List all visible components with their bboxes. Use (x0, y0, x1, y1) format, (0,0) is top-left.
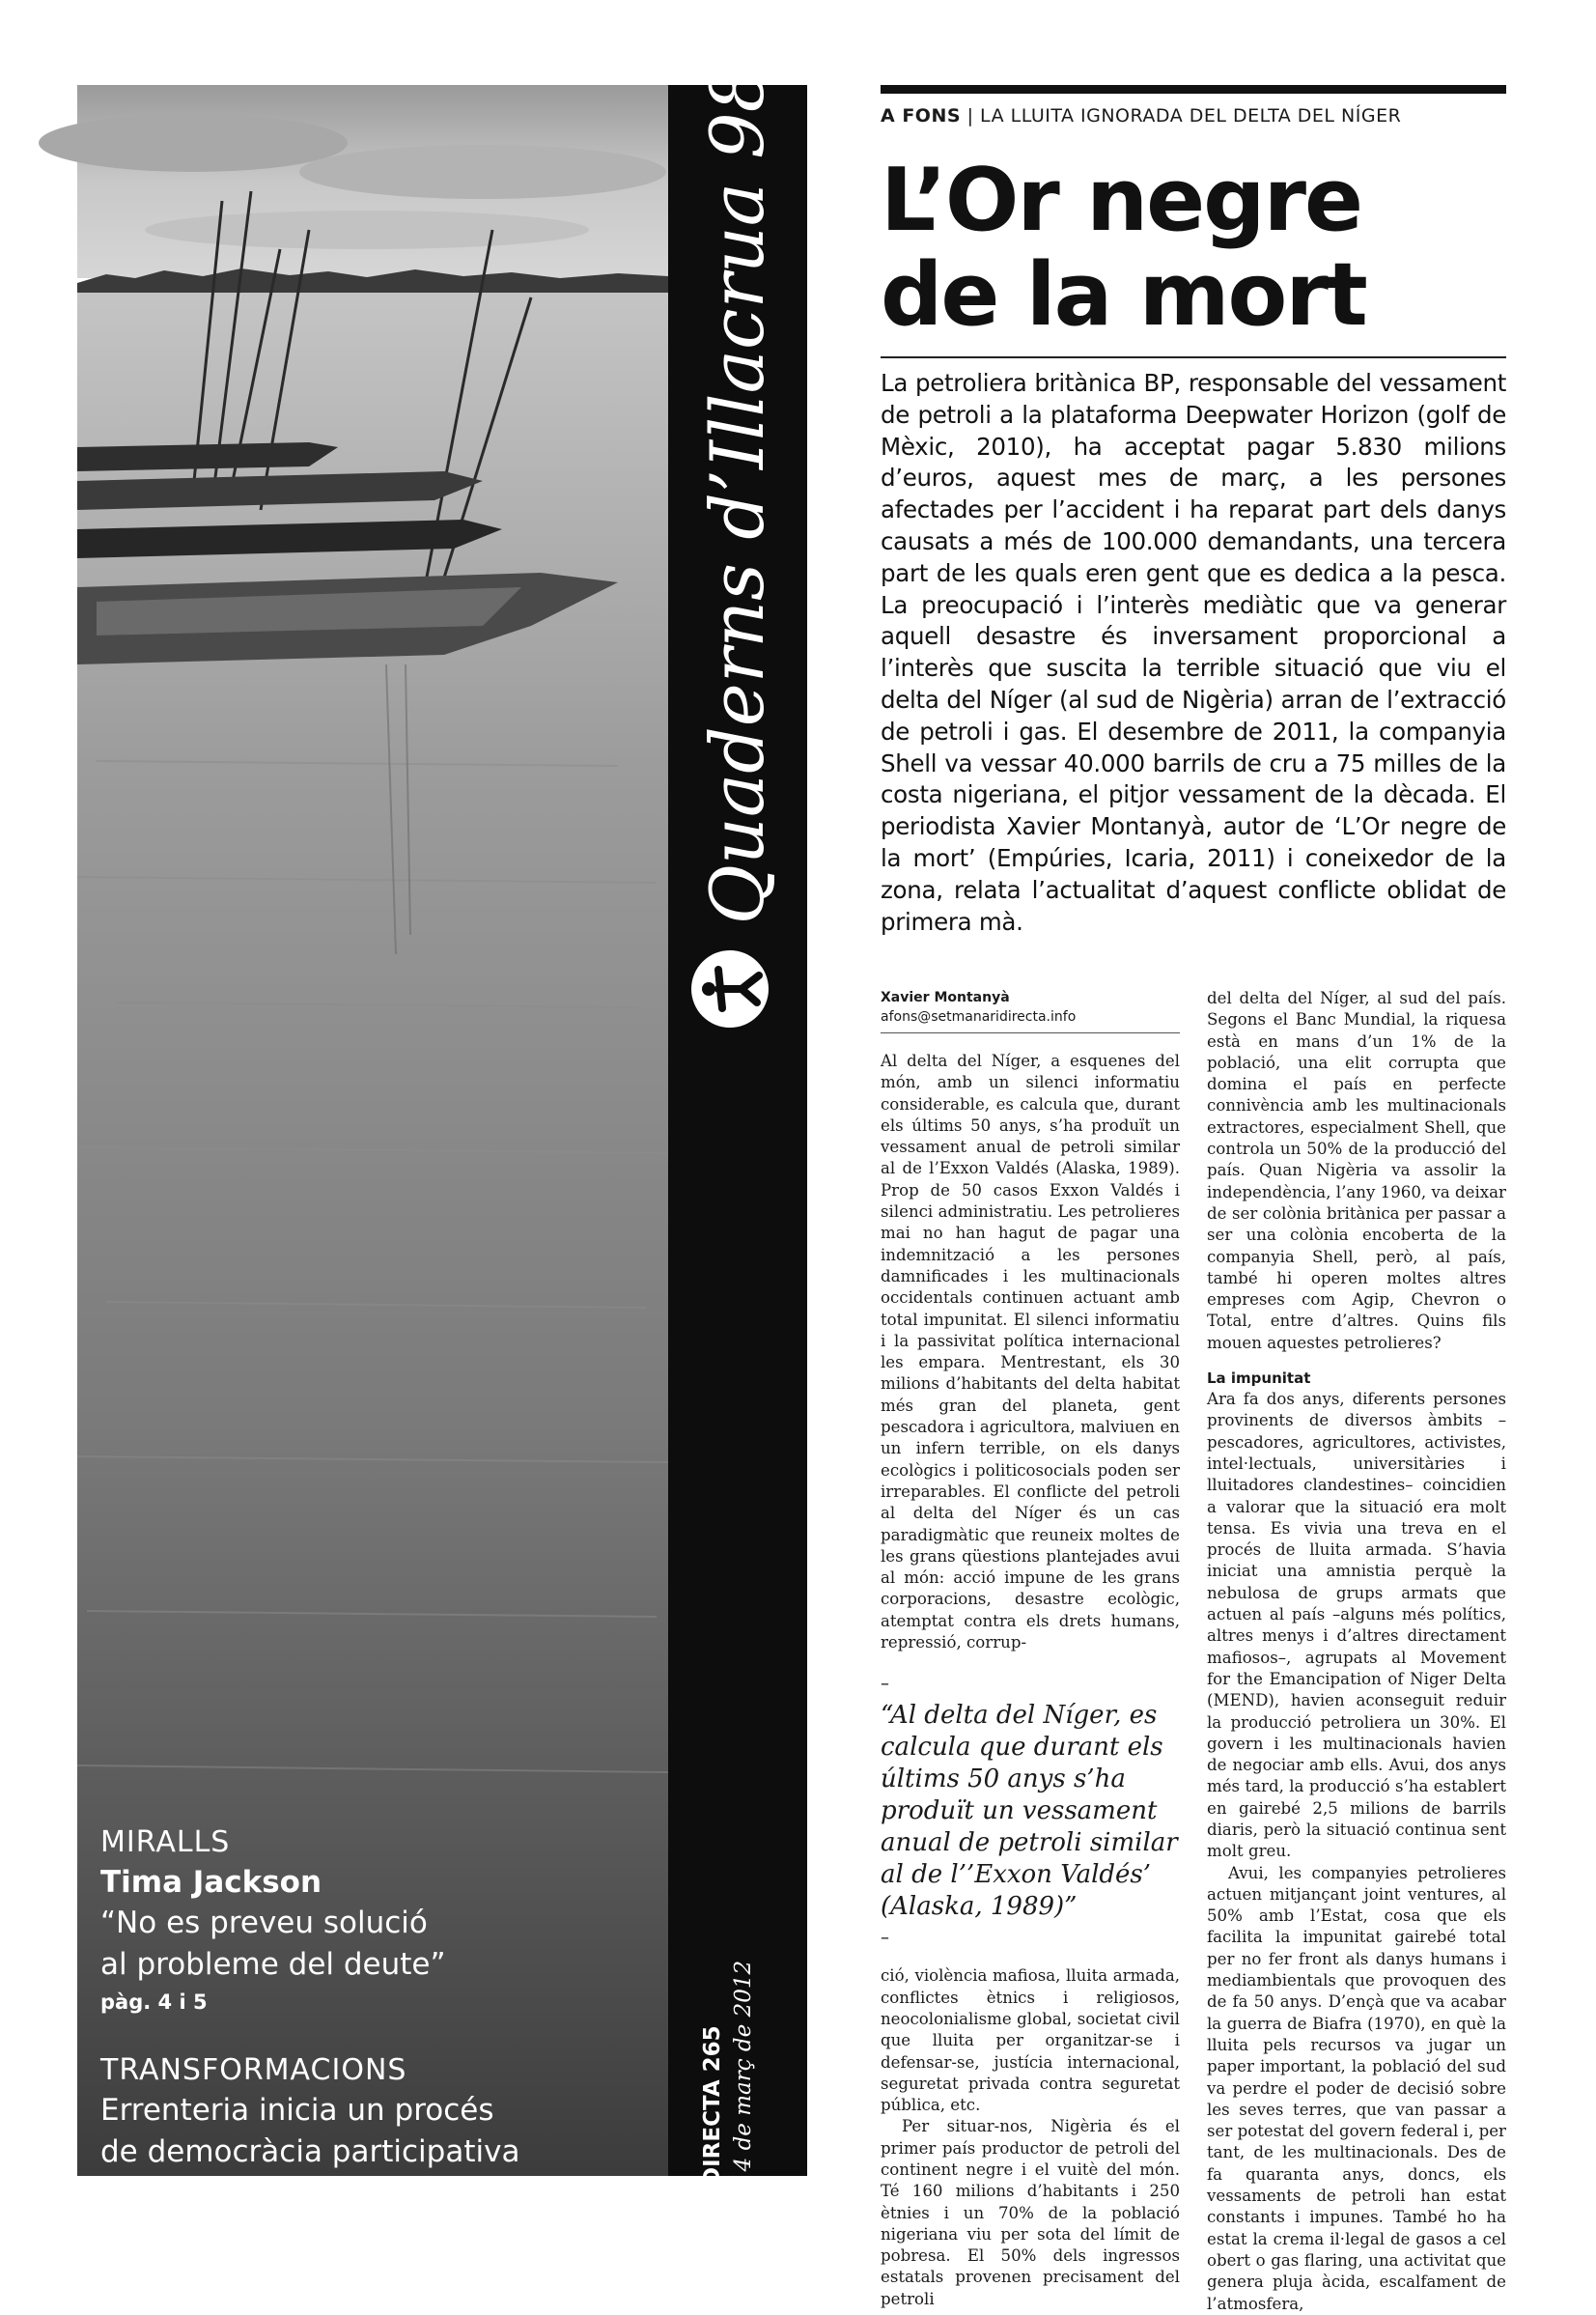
body-column-left (881, 988, 1180, 2310)
body-paragraph: Per situar-nos, Nigèria és el primer país productor de petroli del continent negre i el vuitè del món. Té 160 milions d’habitants i 250 ètnies i un 70% de la població nigeriana viu per sota del límit de pobresa. El 50% dels ingressos estatals provenen precisament del petroli (881, 2117, 1180, 2308)
issue-number: DIRECTA 265 (700, 2025, 725, 2186)
masthead-title: Quaderns d’Illacrua (694, 182, 780, 925)
masthead (685, 66, 791, 1031)
pull-quote-text: “Al delta del Níger, es calcula que durant els últims 50 anys s’ha produït un vessament anual de petroli similar al de l’’Exxon Valdés’ (Alaska, 1989)” (881, 1701, 1178, 1922)
kicker-section: A FONS (881, 105, 962, 127)
teasers (100, 1823, 641, 2206)
headline-line: L’Or negre (881, 150, 1362, 251)
illacrua-logo-icon (689, 948, 798, 1030)
transformacions-section-label: TRANSFORMACIONS (100, 2053, 407, 2087)
miralls-person-name: Tima Jackson (100, 1865, 322, 1900)
miralls-section-label: MIRALLS (100, 1825, 231, 1859)
byline (881, 988, 1180, 1027)
kicker-title: LA LLUITA IGNORADA DEL DELTA DEL NÍGER (980, 105, 1402, 127)
top-rule (881, 85, 1506, 94)
headline-line: de la mort (881, 244, 1366, 346)
miralls-quote-line: “No es preveu solució (100, 1906, 428, 1940)
headline-rule (881, 356, 1506, 358)
masthead-number: 98 (694, 66, 780, 159)
author-name: Xavier Montanyà (881, 990, 1010, 1005)
pull-quote-dash: – (881, 1674, 889, 1695)
miralls-quote-line: al probleme del deute” (100, 1947, 446, 1982)
kicker-separator: | (966, 105, 981, 127)
article-header (881, 85, 1506, 938)
author-email[interactable]: afons@setmanaridirecta.info (881, 1009, 1077, 1025)
masthead-band (668, 66, 807, 2186)
issue-info (697, 1961, 759, 2186)
cover-photo (77, 85, 668, 2201)
body-paragraph: del delta del Níger, al sud del país. Segons el Banc Mundial, la riquesa està en mans d’un 1% de la població, una elit corrupta que domina el país en perfecte connivència amb les multinacionals extractores, especialment Shell, que controla un 50% de la producció del país. Quan Nigèria va assolir la independència, l’any 1960, va deixar de ser colònia britànica per passar a ser una colònia encoberta de la companyia Shell, però, al país, també hi operen moltes altres empreses com Agip, Chevron o Total, entre d’altres. Quins fils mouen aquestes petrolieres? (1207, 989, 1506, 1352)
headline (881, 150, 1506, 346)
body-paragraph: Avui, les companyies petrolieres actuen mitjançant joint ventures, al 50% amb l’Estat, cosa que els facilita la impunitat gairebé total per no fer front als danys humans i mediambientals que provoquen des de fa 50 anys. D’ençà que va acabar la guerra de Biafra (1970), en què la lluita pels recursos va jugar un paper important, la població del sud va perdre el poder de decisió sobre les seves terres, que van passar a ser potestat del govern federal i, per tant, de les multinacionals. Des de fa quaranta anys, doncs, els vessaments de petroli han estat constants i impunes. També ho ha estat la crema il·legal de gasos a cel obert o gas flaring, una activitat que genera pluja àcida, escalfament de l’atmosfera, (1207, 1863, 1506, 2313)
kicker (881, 103, 1506, 128)
subhead: La impunitat (1207, 1369, 1311, 1388)
pull-quote-dash: – (881, 1928, 889, 1949)
miralls-page-ref: pàg. 4 i 5 (100, 1990, 208, 2014)
byline-rule (881, 1032, 1180, 1033)
transformacions-line: Errenteria inicia un procés (100, 2093, 494, 2128)
body-paragraph: ció, violència mafiosa, lluita armada, conflictes ètnics i religiosos, neocolonialisme global, societat civil que lluita per organitzar-se i defensar-se, justícia internacional, seguretat privada contra seguretat pública, etc. (881, 1966, 1180, 2115)
transformacions-page-ref: pàg. 6 i 7 (100, 2178, 208, 2201)
issue-date: 14 de març de 2012 (731, 1960, 756, 2186)
body-column-right (1207, 988, 1506, 2315)
transformacions-line: de democràcia participativa (100, 2134, 520, 2169)
pull-quote (881, 1675, 1180, 1948)
lead-paragraph: La petroliera britànica BP, responsable del vessament de petroli a la plataforma Deepwater Horizon (golf de Mèxic, 2010), ha acceptat pagar 5.830 milions d’euros, aquest mes de març, a les persones afectades per l’accident i ha reparat part dels danys causats a més de 100.000 demandants, una tercera part de les quals eren gent que es dedica a la pesca. La preocupació i l’interès mediàtic que va generar aquell desastre és inversament proporcional a l’interès que suscita la terrible situació que viu el delta del Níger (al sud de Nigèria) arran de l’extracció de petroli i gas. El desembre de 2011, la companyia Shell va vessar 40.000 barrils de cru a 75 milles de la costa nigeriana, el pitjor vessament de la dècada. El periodista Xavier Montanyà, autor de ‘L’Or negre de la mort’ (Empúries, Icaria, 2011) i coneixedor de la zona, relata l’actualitat d’aquest conflicte oblidat de primera mà. (881, 369, 1506, 936)
body-paragraph: Al delta del Níger, a esquenes del món, amb un silenci informatiu considerable, es calcula que, durant els últims 50 anys, s’ha produït un vessament anual de petroli similar al de l’Exxon Valdés (Alaska, 1989). Prop de 50 casos Exxon Valdés i silenci administratiu. Les petrolieres mai no han hagut de pagar una indemnització a les persones damnificades i les multinacionals occidentals continuen actuant amb total impunitat. El silenci informatiu i la passivitat política internacional les empara. Mentrestant, els 30 milions d’habitants del delta habitat més gran del planeta, gent pescadora i agricultora, malviuen en un infern terrible, on els danys ecològics i politicosocials poden ser irreparables. El conflicte del petroli al delta del Níger és un cas paradigmàtic que reuneix moltes de les grans qüestions plantejades avui al món: acció impune de les grans corporacions, desastre ecològic, atemptat contra els drets humans, repressió, corrup- (881, 1052, 1180, 1652)
body-paragraph: Ara fa dos anys, diferents persones provinents de diversos àmbits –pescadores, agricultores, activistes, intel·lectuals, universitàries i lluitadores clandestines– coincidien a valorar que la situació era molt tensa. Es vivia una treva en el procés de lluita armada. S’havia iniciat una amnistia perquè la nebulosa de grups armats que actuen al país –alguns més polítics, altres menys i d’altres directament mafiosos–, agrupats al Movement for the Emancipation of Niger Delta (MEND), havien aconseguit reduir la producció petroliera un 30%. El govern i les multinacionals havien de negociar amb ells. Avui, dos anys més tard, la producció s’ha establert en gairebé 2,5 milions de barrils diaris, però la situació continua sent molt greu. (1207, 1390, 1506, 1861)
